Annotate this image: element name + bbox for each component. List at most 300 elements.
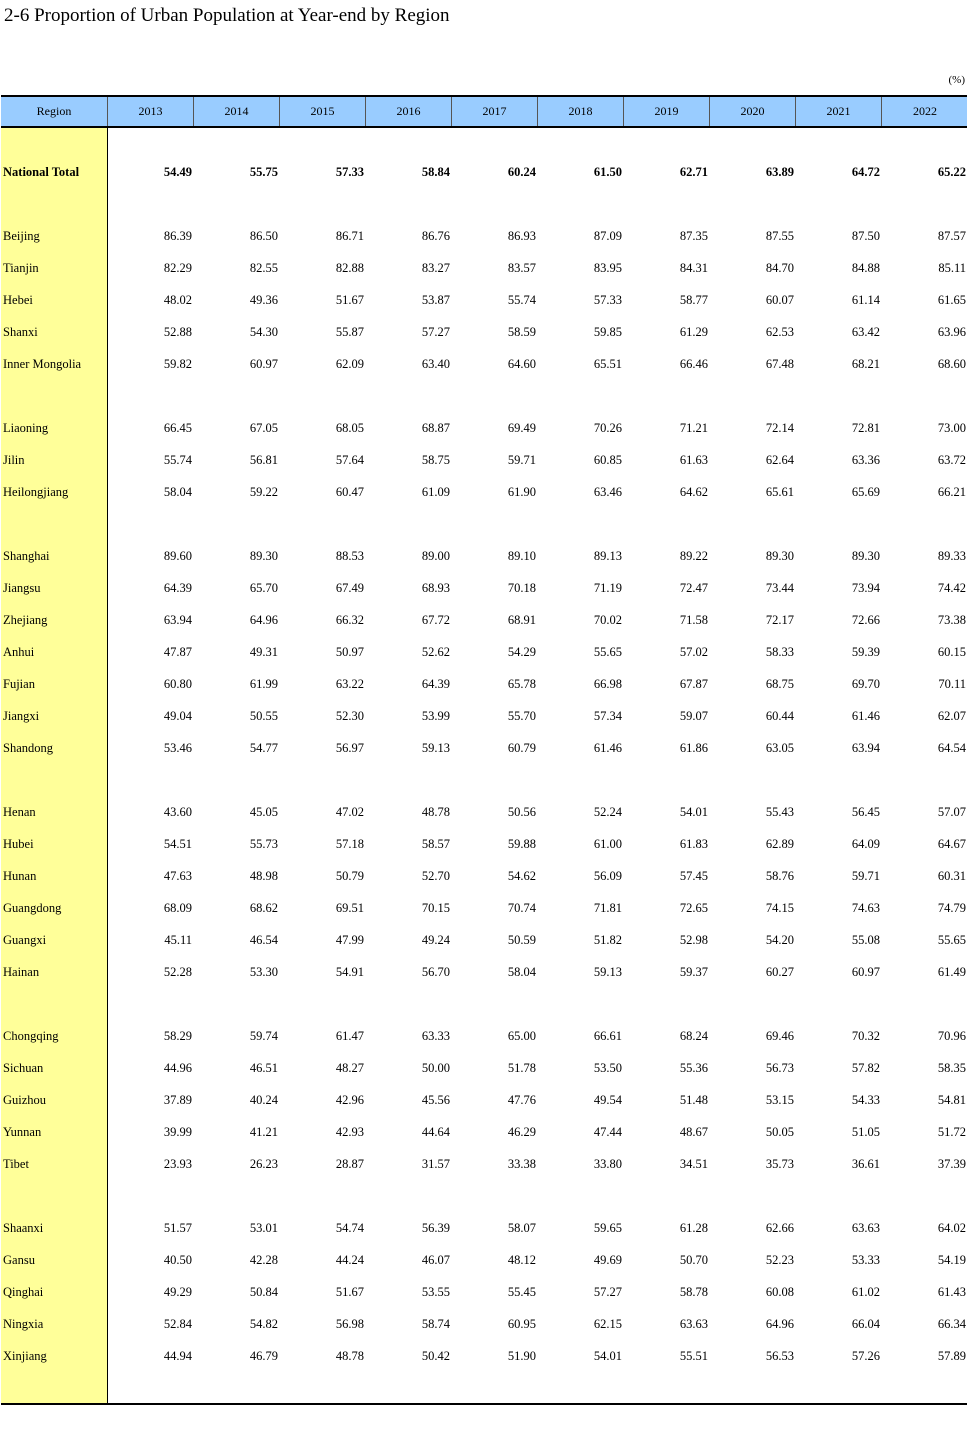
cell-value: 87.55 bbox=[765, 229, 794, 243]
table-row bbox=[1, 1253, 967, 1273]
cell-value: 74.42 bbox=[937, 581, 966, 595]
cell-value: 52.28 bbox=[163, 965, 192, 979]
cell-value: 70.02 bbox=[593, 613, 622, 627]
table-header bbox=[1, 95, 967, 128]
cell-value: 35.73 bbox=[765, 1157, 794, 1171]
table-row bbox=[1, 1221, 967, 1241]
cell-value: 42.93 bbox=[335, 1125, 364, 1139]
cell-value: 72.81 bbox=[851, 421, 880, 435]
cell-value: 86.39 bbox=[163, 229, 192, 243]
table-row bbox=[1, 1285, 967, 1305]
table-row bbox=[1, 581, 967, 601]
cell-value: 63.63 bbox=[679, 1317, 708, 1331]
cell-value: 64.72 bbox=[851, 165, 880, 179]
cell-value: 58.84 bbox=[421, 165, 450, 179]
cell-value: 70.26 bbox=[593, 421, 622, 435]
cell-value: 65.00 bbox=[507, 1029, 536, 1043]
cell-value: 64.39 bbox=[421, 677, 450, 691]
unit-label: (%) bbox=[948, 74, 965, 86]
cell-value: 40.50 bbox=[163, 1253, 192, 1267]
header-year: 2019 bbox=[624, 97, 710, 126]
cell-value: 84.88 bbox=[851, 261, 880, 275]
cell-value: 49.69 bbox=[593, 1253, 622, 1267]
cell-value: 36.61 bbox=[851, 1157, 880, 1171]
cell-value: 49.54 bbox=[593, 1093, 622, 1107]
region-name: Tianjin bbox=[3, 261, 39, 275]
cell-value: 26.23 bbox=[249, 1157, 278, 1171]
cell-value: 56.45 bbox=[851, 805, 880, 819]
cell-value: 63.96 bbox=[937, 325, 966, 339]
cell-value: 61.83 bbox=[679, 837, 708, 851]
cell-value: 59.88 bbox=[507, 837, 536, 851]
cell-value: 72.14 bbox=[765, 421, 794, 435]
cell-value: 52.62 bbox=[421, 645, 450, 659]
region-name: Hubei bbox=[3, 837, 34, 851]
cell-value: 57.45 bbox=[679, 869, 708, 883]
cell-value: 70.74 bbox=[507, 901, 536, 915]
cell-value: 68.24 bbox=[679, 1029, 708, 1043]
cell-value: 74.63 bbox=[851, 901, 880, 915]
table-row bbox=[1, 1029, 967, 1049]
cell-value: 52.88 bbox=[163, 325, 192, 339]
region-name: Guangxi bbox=[3, 933, 47, 947]
header-year: 2020 bbox=[710, 97, 796, 126]
cell-value: 53.99 bbox=[421, 709, 450, 723]
cell-value: 73.44 bbox=[765, 581, 794, 595]
cell-value: 64.60 bbox=[507, 357, 536, 371]
cell-value: 58.75 bbox=[421, 453, 450, 467]
cell-value: 45.11 bbox=[164, 933, 192, 947]
cell-value: 61.43 bbox=[937, 1285, 966, 1299]
cell-value: 58.33 bbox=[765, 645, 794, 659]
cell-value: 46.29 bbox=[507, 1125, 536, 1139]
header-year: 2018 bbox=[538, 97, 624, 126]
cell-value: 84.70 bbox=[765, 261, 794, 275]
cell-value: 54.20 bbox=[765, 933, 794, 947]
cell-value: 55.45 bbox=[507, 1285, 536, 1299]
cell-value: 52.84 bbox=[163, 1317, 192, 1331]
region-name: Jiangsu bbox=[3, 581, 41, 595]
cell-value: 60.85 bbox=[593, 453, 622, 467]
cell-value: 55.70 bbox=[507, 709, 536, 723]
cell-value: 62.07 bbox=[937, 709, 966, 723]
cell-value: 66.98 bbox=[593, 677, 622, 691]
cell-value: 67.05 bbox=[249, 421, 278, 435]
cell-value: 82.55 bbox=[249, 261, 278, 275]
region-name: Heilongjiang bbox=[3, 485, 69, 499]
cell-value: 59.82 bbox=[163, 357, 192, 371]
cell-value: 65.61 bbox=[765, 485, 794, 499]
table-row bbox=[1, 1125, 967, 1145]
cell-value: 55.73 bbox=[249, 837, 278, 851]
cell-value: 57.34 bbox=[593, 709, 622, 723]
cell-value: 62.64 bbox=[765, 453, 794, 467]
cell-value: 62.66 bbox=[765, 1221, 794, 1235]
cell-value: 69.70 bbox=[851, 677, 880, 691]
cell-value: 57.27 bbox=[593, 1285, 622, 1299]
cell-value: 68.87 bbox=[421, 421, 450, 435]
cell-value: 66.34 bbox=[937, 1317, 966, 1331]
cell-value: 63.46 bbox=[593, 485, 622, 499]
cell-value: 59.85 bbox=[593, 325, 622, 339]
cell-value: 53.30 bbox=[249, 965, 278, 979]
cell-value: 62.15 bbox=[593, 1317, 622, 1331]
cell-value: 55.43 bbox=[765, 805, 794, 819]
region-name: Shanghai bbox=[3, 549, 50, 563]
cell-value: 64.54 bbox=[937, 741, 966, 755]
cell-value: 50.00 bbox=[421, 1061, 450, 1075]
cell-value: 49.24 bbox=[421, 933, 450, 947]
cell-value: 62.71 bbox=[679, 165, 708, 179]
cell-value: 68.93 bbox=[421, 581, 450, 595]
cell-value: 55.36 bbox=[679, 1061, 708, 1075]
cell-value: 89.22 bbox=[679, 549, 708, 563]
cell-value: 68.05 bbox=[335, 421, 364, 435]
cell-value: 60.95 bbox=[507, 1317, 536, 1331]
cell-value: 56.81 bbox=[249, 453, 278, 467]
cell-value: 60.97 bbox=[249, 357, 278, 371]
cell-value: 50.97 bbox=[335, 645, 364, 659]
cell-value: 86.93 bbox=[507, 229, 536, 243]
table-row bbox=[1, 805, 967, 825]
cell-value: 56.39 bbox=[421, 1221, 450, 1235]
cell-value: 63.94 bbox=[163, 613, 192, 627]
cell-value: 71.19 bbox=[593, 581, 622, 595]
cell-value: 54.29 bbox=[507, 645, 536, 659]
cell-value: 51.67 bbox=[335, 293, 364, 307]
cell-value: 89.10 bbox=[507, 549, 536, 563]
cell-value: 72.17 bbox=[765, 613, 794, 627]
table-row bbox=[1, 741, 967, 761]
cell-value: 59.39 bbox=[851, 645, 880, 659]
table-row bbox=[1, 613, 967, 633]
table-row bbox=[1, 1349, 967, 1369]
cell-value: 56.53 bbox=[765, 1349, 794, 1363]
region-name: Hunan bbox=[3, 869, 37, 883]
cell-value: 63.42 bbox=[851, 325, 880, 339]
region-name: National Total bbox=[3, 165, 80, 179]
cell-value: 51.78 bbox=[507, 1061, 536, 1075]
cell-value: 45.05 bbox=[249, 805, 278, 819]
cell-value: 55.74 bbox=[163, 453, 192, 467]
cell-value: 86.71 bbox=[335, 229, 364, 243]
table-row bbox=[1, 453, 967, 473]
cell-value: 72.66 bbox=[851, 613, 880, 627]
cell-value: 54.74 bbox=[335, 1221, 364, 1235]
cell-value: 60.79 bbox=[507, 741, 536, 755]
cell-value: 87.09 bbox=[593, 229, 622, 243]
cell-value: 56.98 bbox=[335, 1317, 364, 1331]
cell-value: 89.30 bbox=[765, 549, 794, 563]
cell-value: 59.13 bbox=[421, 741, 450, 755]
cell-value: 47.87 bbox=[163, 645, 192, 659]
cell-value: 64.67 bbox=[937, 837, 966, 851]
cell-value: 58.07 bbox=[507, 1221, 536, 1235]
cell-value: 69.49 bbox=[507, 421, 536, 435]
cell-value: 55.75 bbox=[249, 165, 278, 179]
table-row bbox=[1, 837, 967, 857]
cell-value: 51.90 bbox=[507, 1349, 536, 1363]
cell-value: 72.65 bbox=[679, 901, 708, 915]
cell-value: 89.13 bbox=[593, 549, 622, 563]
cell-value: 57.07 bbox=[937, 805, 966, 819]
cell-value: 56.09 bbox=[593, 869, 622, 883]
cell-value: 63.40 bbox=[421, 357, 450, 371]
cell-value: 51.67 bbox=[335, 1285, 364, 1299]
cell-value: 57.33 bbox=[593, 293, 622, 307]
cell-value: 65.22 bbox=[937, 165, 966, 179]
cell-value: 48.27 bbox=[335, 1061, 364, 1075]
header-year: 2017 bbox=[452, 97, 538, 126]
cell-value: 54.01 bbox=[679, 805, 708, 819]
cell-value: 63.63 bbox=[851, 1221, 880, 1235]
cell-value: 55.65 bbox=[593, 645, 622, 659]
cell-value: 56.73 bbox=[765, 1061, 794, 1075]
cell-value: 46.51 bbox=[249, 1061, 278, 1075]
cell-value: 57.26 bbox=[851, 1349, 880, 1363]
cell-value: 33.38 bbox=[507, 1157, 536, 1171]
cell-value: 87.50 bbox=[851, 229, 880, 243]
cell-value: 68.91 bbox=[507, 613, 536, 627]
region-name: Hainan bbox=[3, 965, 40, 979]
cell-value: 57.02 bbox=[679, 645, 708, 659]
cell-value: 51.05 bbox=[851, 1125, 880, 1139]
cell-value: 63.33 bbox=[421, 1029, 450, 1043]
cell-value: 62.89 bbox=[765, 837, 794, 851]
cell-value: 58.74 bbox=[421, 1317, 450, 1331]
table-row bbox=[1, 965, 967, 985]
cell-value: 65.78 bbox=[507, 677, 536, 691]
cell-value: 47.02 bbox=[335, 805, 364, 819]
cell-value: 67.49 bbox=[335, 581, 364, 595]
cell-value: 56.97 bbox=[335, 741, 364, 755]
cell-value: 71.81 bbox=[593, 901, 622, 915]
cell-value: 60.24 bbox=[507, 165, 536, 179]
cell-value: 49.04 bbox=[163, 709, 192, 723]
cell-value: 60.80 bbox=[163, 677, 192, 691]
cell-value: 89.33 bbox=[937, 549, 966, 563]
cell-value: 58.35 bbox=[937, 1061, 966, 1075]
cell-value: 59.71 bbox=[507, 453, 536, 467]
cell-value: 41.21 bbox=[249, 1125, 278, 1139]
table-row bbox=[1, 229, 967, 249]
cell-value: 61.46 bbox=[593, 741, 622, 755]
cell-value: 55.74 bbox=[507, 293, 536, 307]
cell-value: 48.12 bbox=[507, 1253, 536, 1267]
cell-value: 64.09 bbox=[851, 837, 880, 851]
cell-value: 58.77 bbox=[679, 293, 708, 307]
region-name: Liaoning bbox=[3, 421, 49, 435]
cell-value: 63.72 bbox=[937, 453, 966, 467]
cell-value: 53.55 bbox=[421, 1285, 450, 1299]
cell-value: 47.63 bbox=[163, 869, 192, 883]
cell-value: 54.51 bbox=[163, 837, 192, 851]
cell-value: 42.96 bbox=[335, 1093, 364, 1107]
cell-value: 60.47 bbox=[335, 485, 364, 499]
cell-value: 55.08 bbox=[851, 933, 880, 947]
cell-value: 53.46 bbox=[163, 741, 192, 755]
cell-value: 63.89 bbox=[765, 165, 794, 179]
cell-value: 67.72 bbox=[421, 613, 450, 627]
cell-value: 66.46 bbox=[679, 357, 708, 371]
cell-value: 74.79 bbox=[937, 901, 966, 915]
cell-value: 60.44 bbox=[765, 709, 794, 723]
region-name: Ningxia bbox=[3, 1317, 44, 1331]
cell-value: 61.02 bbox=[851, 1285, 880, 1299]
cell-value: 48.67 bbox=[679, 1125, 708, 1139]
cell-value: 50.05 bbox=[765, 1125, 794, 1139]
cell-value: 53.01 bbox=[249, 1221, 278, 1235]
cell-value: 54.49 bbox=[163, 165, 192, 179]
cell-value: 58.78 bbox=[679, 1285, 708, 1299]
cell-value: 57.89 bbox=[937, 1349, 966, 1363]
cell-value: 59.37 bbox=[679, 965, 708, 979]
table-row bbox=[1, 357, 967, 377]
bottom-rule bbox=[1, 1403, 967, 1405]
table-row bbox=[1, 1093, 967, 1113]
cell-value: 46.07 bbox=[421, 1253, 450, 1267]
cell-value: 43.60 bbox=[163, 805, 192, 819]
cell-value: 73.94 bbox=[851, 581, 880, 595]
cell-value: 65.70 bbox=[249, 581, 278, 595]
cell-value: 44.94 bbox=[163, 1349, 192, 1363]
cell-value: 82.29 bbox=[163, 261, 192, 275]
table-row bbox=[1, 293, 967, 313]
cell-value: 55.65 bbox=[937, 933, 966, 947]
cell-value: 49.31 bbox=[249, 645, 278, 659]
cell-value: 70.32 bbox=[851, 1029, 880, 1043]
cell-value: 64.96 bbox=[765, 1317, 794, 1331]
cell-value: 62.53 bbox=[765, 325, 794, 339]
cell-value: 57.64 bbox=[335, 453, 364, 467]
region-name: Yunnan bbox=[3, 1125, 42, 1139]
cell-value: 40.24 bbox=[249, 1093, 278, 1107]
cell-value: 89.30 bbox=[851, 549, 880, 563]
cell-value: 46.54 bbox=[249, 933, 278, 947]
table-title: 2-6 Proportion of Urban Population at Year-end by Region bbox=[4, 5, 450, 26]
cell-value: 66.61 bbox=[593, 1029, 622, 1043]
cell-value: 63.94 bbox=[851, 741, 880, 755]
cell-value: 61.90 bbox=[507, 485, 536, 499]
region-name: Chongqing bbox=[3, 1029, 59, 1043]
cell-value: 57.82 bbox=[851, 1061, 880, 1075]
cell-value: 54.82 bbox=[249, 1317, 278, 1331]
cell-value: 84.31 bbox=[679, 261, 708, 275]
region-name: Jiangxi bbox=[3, 709, 40, 723]
data-table bbox=[1, 95, 967, 1405]
table-row bbox=[1, 1157, 967, 1177]
cell-value: 48.78 bbox=[421, 805, 450, 819]
cell-value: 68.62 bbox=[249, 901, 278, 915]
cell-value: 53.15 bbox=[765, 1093, 794, 1107]
cell-value: 42.28 bbox=[249, 1253, 278, 1267]
cell-value: 54.19 bbox=[937, 1253, 966, 1267]
cell-value: 66.32 bbox=[335, 613, 364, 627]
region-name: Guizhou bbox=[3, 1093, 47, 1107]
cell-value: 57.33 bbox=[335, 165, 364, 179]
region-name: Sichuan bbox=[3, 1061, 44, 1075]
region-name: Jilin bbox=[3, 453, 25, 467]
cell-value: 61.09 bbox=[421, 485, 450, 499]
cell-value: 61.14 bbox=[851, 293, 880, 307]
cell-value: 50.42 bbox=[421, 1349, 450, 1363]
cell-value: 86.50 bbox=[249, 229, 278, 243]
cell-value: 52.70 bbox=[421, 869, 450, 883]
cell-value: 58.59 bbox=[507, 325, 536, 339]
cell-value: 39.99 bbox=[163, 1125, 192, 1139]
cell-value: 58.04 bbox=[507, 965, 536, 979]
table-row bbox=[1, 677, 967, 697]
cell-value: 54.01 bbox=[593, 1349, 622, 1363]
cell-value: 59.65 bbox=[593, 1221, 622, 1235]
cell-value: 71.58 bbox=[679, 613, 708, 627]
cell-value: 58.04 bbox=[163, 485, 192, 499]
cell-value: 60.08 bbox=[765, 1285, 794, 1299]
cell-value: 87.57 bbox=[937, 229, 966, 243]
cell-value: 45.56 bbox=[421, 1093, 450, 1107]
cell-value: 59.07 bbox=[679, 709, 708, 723]
cell-value: 50.59 bbox=[507, 933, 536, 947]
cell-value: 44.96 bbox=[163, 1061, 192, 1075]
header-year: 2016 bbox=[366, 97, 452, 126]
cell-value: 61.00 bbox=[593, 837, 622, 851]
cell-value: 58.76 bbox=[765, 869, 794, 883]
cell-value: 68.09 bbox=[163, 901, 192, 915]
cell-value: 61.99 bbox=[249, 677, 278, 691]
cell-value: 50.70 bbox=[679, 1253, 708, 1267]
cell-value: 72.47 bbox=[679, 581, 708, 595]
cell-value: 50.79 bbox=[335, 869, 364, 883]
cell-value: 48.98 bbox=[249, 869, 278, 883]
cell-value: 50.55 bbox=[249, 709, 278, 723]
cell-value: 44.24 bbox=[335, 1253, 364, 1267]
cell-value: 67.48 bbox=[765, 357, 794, 371]
cell-value: 64.96 bbox=[249, 613, 278, 627]
cell-value: 69.51 bbox=[335, 901, 364, 915]
cell-value: 66.04 bbox=[851, 1317, 880, 1331]
cell-value: 61.49 bbox=[937, 965, 966, 979]
cell-value: 61.86 bbox=[679, 741, 708, 755]
cell-value: 46.79 bbox=[249, 1349, 278, 1363]
cell-value: 64.62 bbox=[679, 485, 708, 499]
header-year: 2014 bbox=[194, 97, 280, 126]
table-row bbox=[1, 485, 967, 505]
header-region: Region bbox=[1, 97, 108, 126]
region-name: Shandong bbox=[3, 741, 53, 755]
cell-value: 69.46 bbox=[765, 1029, 794, 1043]
cell-value: 54.30 bbox=[249, 325, 278, 339]
cell-value: 64.02 bbox=[937, 1221, 966, 1235]
region-name: Tibet bbox=[3, 1157, 29, 1171]
cell-value: 56.70 bbox=[421, 965, 450, 979]
table-row bbox=[1, 261, 967, 281]
cell-value: 60.97 bbox=[851, 965, 880, 979]
cell-value: 57.18 bbox=[335, 837, 364, 851]
region-name: Henan bbox=[3, 805, 36, 819]
cell-value: 60.31 bbox=[937, 869, 966, 883]
cell-value: 67.87 bbox=[679, 677, 708, 691]
cell-value: 50.84 bbox=[249, 1285, 278, 1299]
cell-value: 87.35 bbox=[679, 229, 708, 243]
region-name: Guangdong bbox=[3, 901, 62, 915]
table-row bbox=[1, 421, 967, 441]
cell-value: 34.51 bbox=[679, 1157, 708, 1171]
cell-value: 65.69 bbox=[851, 485, 880, 499]
cell-value: 31.57 bbox=[421, 1157, 450, 1171]
cell-value: 89.00 bbox=[421, 549, 450, 563]
region-name: Gansu bbox=[3, 1253, 35, 1267]
cell-value: 54.81 bbox=[937, 1093, 966, 1107]
